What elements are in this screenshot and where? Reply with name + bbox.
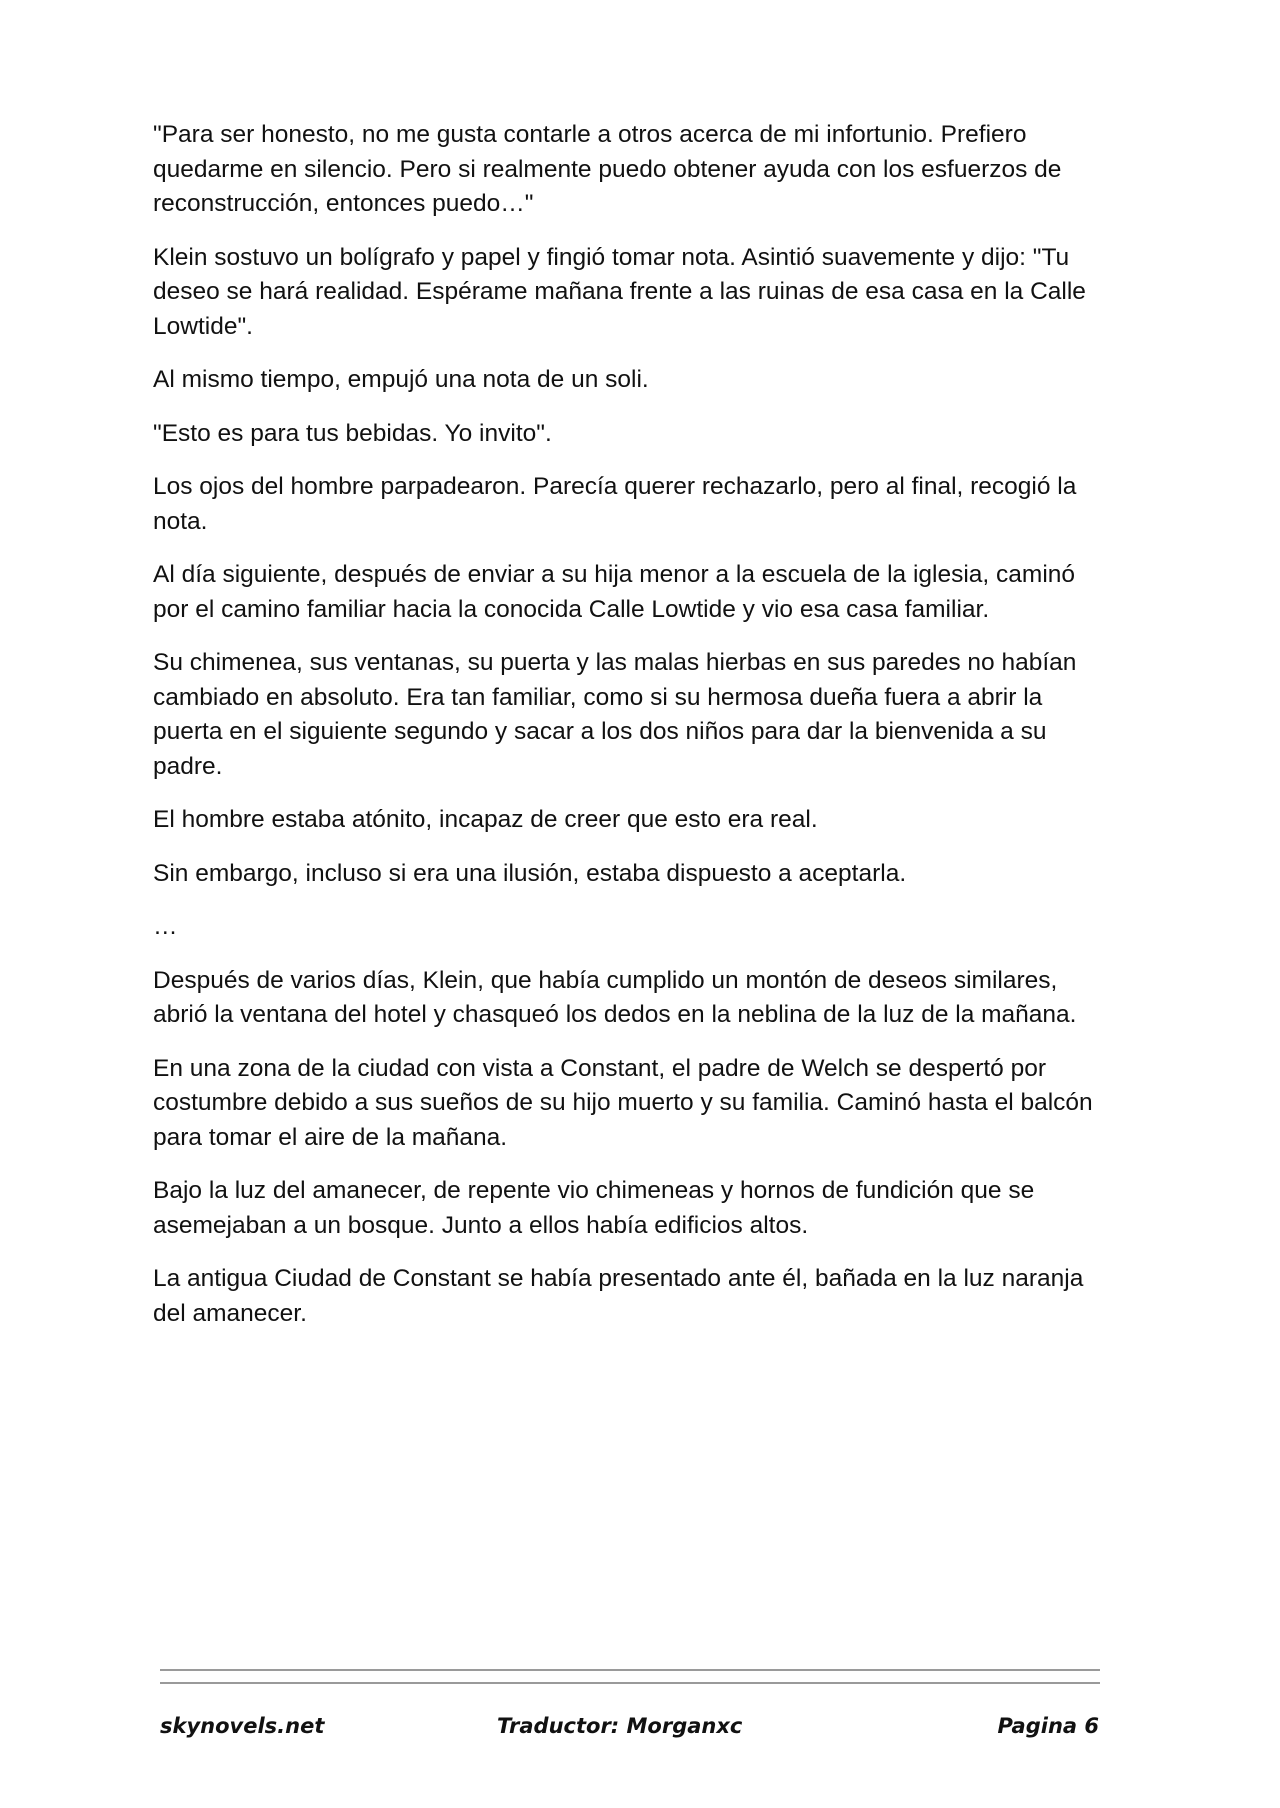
body-text [153, 118, 1113, 1350]
footer-rule-bottom [160, 1682, 1100, 1684]
paragraph: Al mismo tiempo, empujó una nota de un soli. [153, 366, 649, 393]
paragraph: Klein sostuvo un bolígrafo y papel y fingió tomar nota. Asintió suavemente y dijo: "Tu deseo se hará realidad. Espérame mañana frente a las ruinas de esa casa en la Calle Lowtide". [153, 243, 1086, 340]
footer-translator: Traductor: Morganxc [497, 1714, 743, 1738]
scene-break: … [153, 913, 178, 940]
paragraph: El hombre estaba atónito, incapaz de creer que esto era real. [153, 806, 818, 833]
paragraph: La antigua Ciudad de Constant se había presentado ante él, bañada en la luz naranja del amanecer. [153, 1265, 1084, 1327]
paragraph: Bajo la luz del amanecer, de repente vio chimeneas y hornos de fundición que se asemejaban a un bosque. Junto a ellos había edificios altos. [153, 1177, 1035, 1239]
paragraph: Al día siguiente, después de enviar a su hija menor a la escuela de la iglesia, caminó por el camino familiar hacia la conocida Calle Lowtide y vio esa casa familiar. [153, 561, 1076, 623]
paragraph: En una zona de la ciudad con vista a Constant, el padre de Welch se despertó por costumbre debido a sus sueños de su hijo muerto y su familia. Caminó hasta el balcón para tomar el aire de la mañana. [153, 1054, 1093, 1151]
page-footer [0, 1714, 1280, 1748]
paragraph: Su chimenea, sus ventanas, su puerta y las malas hierbas en sus paredes no habían cambiado en absoluto. Era tan familiar, como si su hermosa dueña fuera a abrir la puerta en el siguiente segundo y sacar a los dos niños para dar la bienvenida a su padre. [153, 649, 1077, 780]
footer-site: skynovels.net [160, 1714, 325, 1738]
footer-rule-top [160, 1669, 1100, 1671]
paragraph: Después de varios días, Klein, que había cumplido un montón de deseos similares, abrió la ventana del hotel y chasqueó los dedos en la neblina de la luz de la mañana. [153, 966, 1077, 1028]
footer-page-number: Pagina 6 [997, 1714, 1099, 1738]
paragraph: Sin embargo, incluso si era una ilusión, estaba dispuesto a aceptarla. [153, 859, 907, 887]
footer-divider [160, 1669, 1100, 1684]
paragraph: "Para ser honesto, no me gusta contarle a otros acerca de mi infortunio. Prefiero quedarme en silencio. Pero si realmente puedo obtener ayuda con los esfuerzos de reconstrucción, entonces puedo…" [153, 121, 1062, 217]
paragraph: "Esto es para tus bebidas. Yo invito". [153, 419, 552, 447]
paragraph: Los ojos del hombre parpadearon. Parecía querer rechazarlo, pero al final, recogió la nota. [153, 473, 1077, 535]
